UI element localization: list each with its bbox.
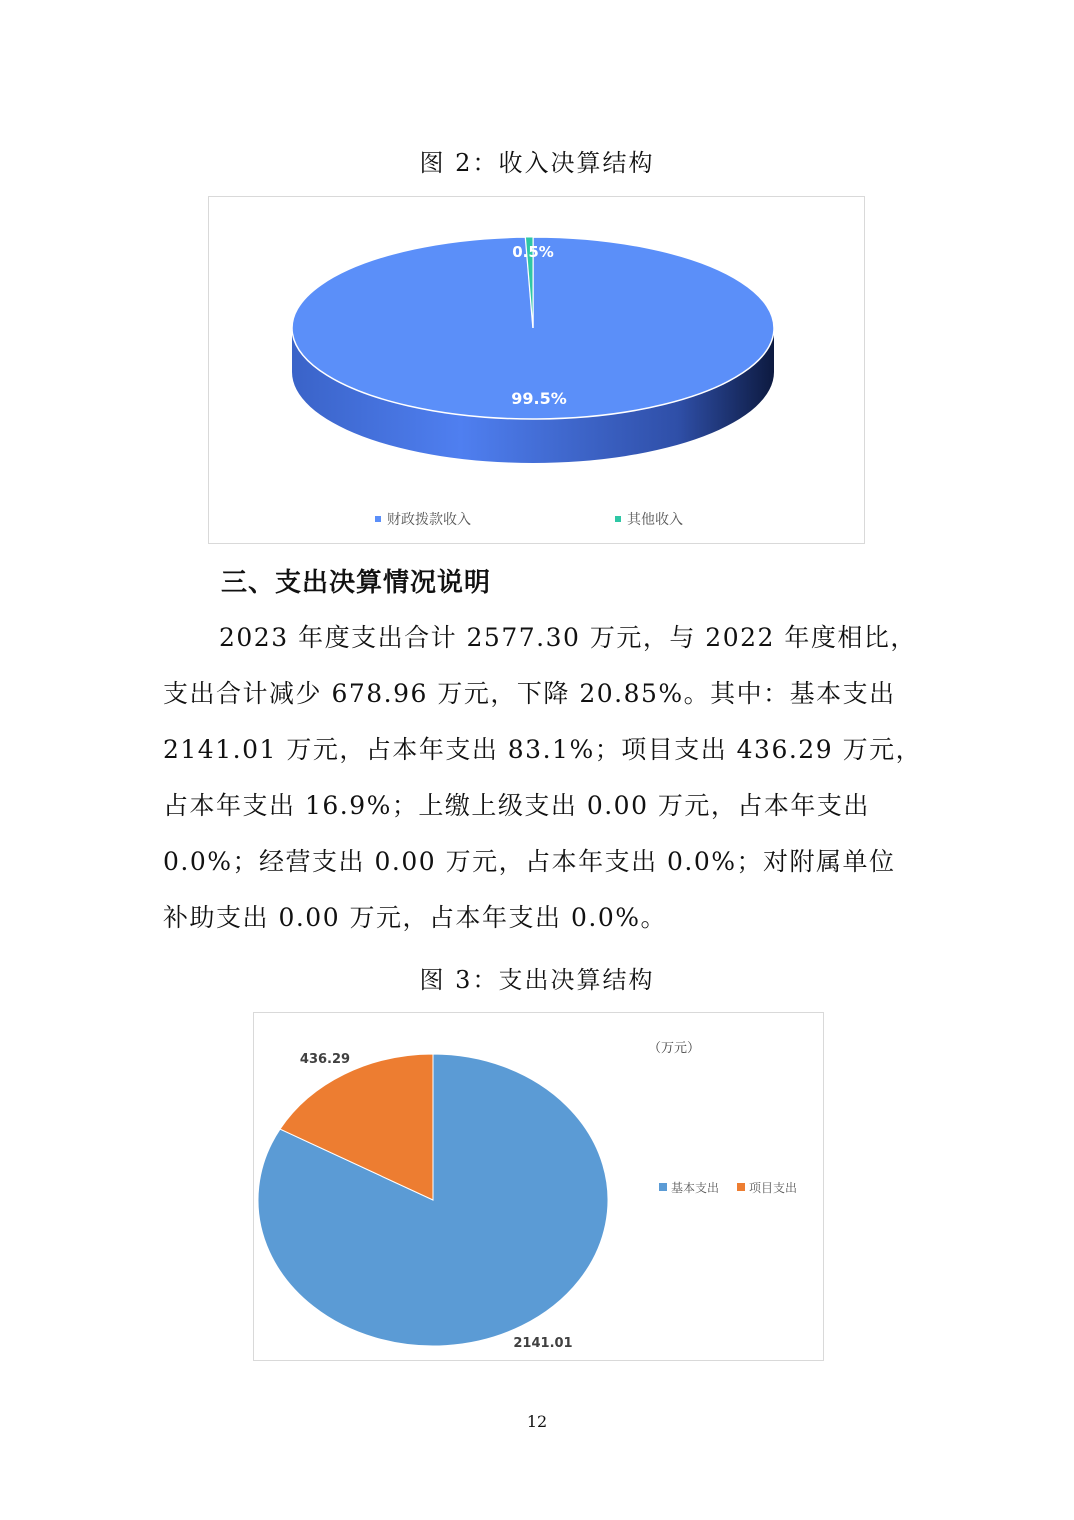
unit-label: （万元） bbox=[647, 1041, 701, 1056]
pie-value-label: 436.29 bbox=[299, 1052, 351, 1067]
paragraph-line: 补助支出 0.00 万元，占本年支出 0.0%。 bbox=[163, 903, 668, 932]
legend-swatch bbox=[659, 1183, 667, 1191]
income-structure-chart bbox=[208, 196, 865, 544]
paragraph-line: 0.0%；经营支出 0.00 万元，占本年支出 0.0%；对附属单位 bbox=[163, 847, 896, 876]
figure2-caption: 图 2：收入决算结构 bbox=[419, 149, 655, 177]
section-heading: 三、支出决算情况说明 bbox=[221, 568, 492, 598]
income-pie-svg bbox=[209, 197, 864, 543]
paragraph-line: 2023 年度支出合计 2577.30 万元，与 2022 年度相比， bbox=[219, 623, 917, 652]
legend-label: 基本支出 bbox=[671, 1181, 720, 1195]
figure3-caption: 图 3：支出决算结构 bbox=[419, 966, 655, 994]
legend-swatch bbox=[737, 1183, 745, 1191]
legend-label: 财政拨款收入 bbox=[387, 512, 471, 528]
pie-value-label: 2141.01 bbox=[513, 1336, 573, 1351]
expenditure-structure-chart bbox=[253, 1012, 824, 1361]
legend-label: 其他收入 bbox=[627, 512, 683, 528]
pie-value-label: 0.5% bbox=[512, 243, 554, 261]
expenditure-pie-svg bbox=[254, 1013, 823, 1360]
pie-value-label: 99.5% bbox=[511, 389, 567, 408]
legend-swatch bbox=[615, 516, 621, 522]
page-number: 12 bbox=[526, 1412, 548, 1431]
legend-label: 项目支出 bbox=[749, 1181, 798, 1195]
paragraph-line: 2141.01 万元，占本年支出 83.1%；项目支出 436.29 万元， bbox=[163, 735, 923, 764]
legend-swatch bbox=[375, 516, 381, 522]
paragraph-line: 占本年支出 16.9%；上缴上级支出 0.00 万元，占本年支出 bbox=[163, 791, 870, 820]
paragraph-line: 支出合计减少 678.96 万元，下降 20.85%。其中：基本支出 bbox=[163, 679, 896, 708]
